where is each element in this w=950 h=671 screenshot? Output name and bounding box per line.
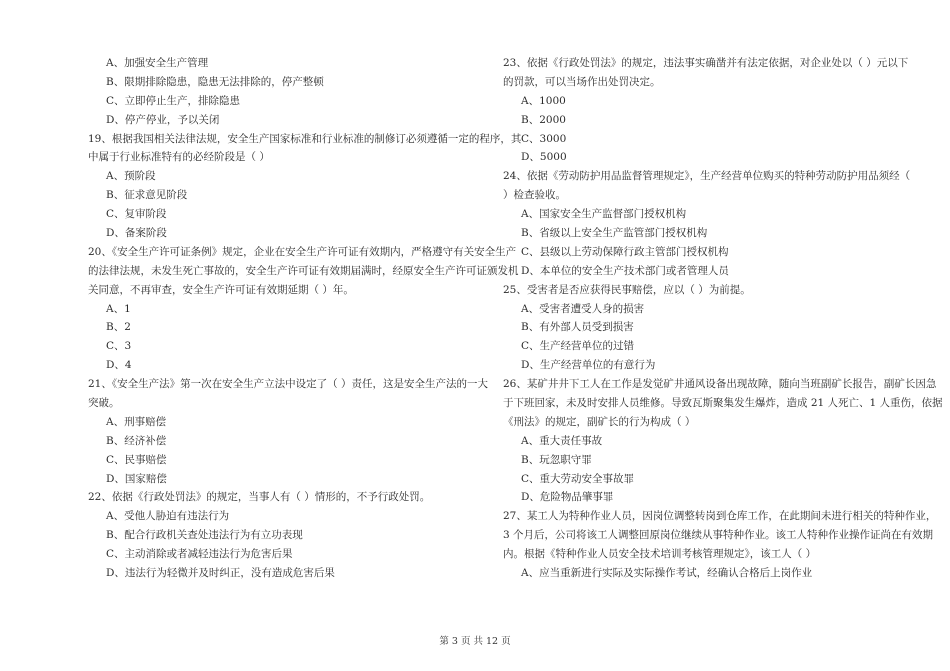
question-text-line: 内。根据《特种作业人员安全技术培训考核管理规定》，该工人（ ）: [503, 548, 817, 561]
answer-option: C、3000: [521, 132, 567, 145]
question-text-line: 于下班回家，未及时安排人员维修。导致瓦斯聚集发生爆炸，造成 21 人死亡、1 人重伤，依据: [503, 397, 943, 410]
answer-option: B、玩忽职守罪: [521, 453, 592, 466]
answer-option: D、本单位的安全生产技术部门或者管理人员: [521, 264, 729, 277]
question-text-line: 19、根据我国相关法律法规，安全生产国家标准和行业标准的制修订必须遵循一定的程序，其: [88, 132, 522, 145]
right-column: [503, 54, 943, 583]
question-text-line: 中属于行业标准特有的必经阶段是（ ）: [88, 151, 270, 164]
answer-option: A、刑事赔偿: [106, 415, 167, 428]
answer-option: D、危险物品肇事罪: [521, 491, 614, 504]
answer-option: B、有外部人员受到损害: [521, 321, 634, 334]
question-text-line: 的罚款，可以当场作出处罚决定。: [503, 75, 661, 88]
answer-option: B、限期排除隐患，隐患无法排除的，停产整顿: [106, 75, 324, 88]
answer-option: C、复审阶段: [106, 208, 167, 221]
question-text-line: 关同意，不再审查，安全生产许可证有效期延期（ ）年。: [88, 283, 354, 296]
question-text-line: ）检查验收。: [503, 189, 566, 202]
answer-option: D、停产停业，予以关闭: [106, 113, 220, 126]
question-text-line: 27、某工人为特种作业人员，因岗位调整转岗到仓库工作，在此期间未进行相关的特种作业，: [503, 510, 937, 523]
answer-option: A、1: [106, 302, 131, 315]
question-text-line: 26、某矿井井下工人在工作是发觉矿井通风设备出现故障，随向当班副矿长报告，副矿长因急: [503, 378, 937, 391]
answer-option: D、国家赔偿: [106, 472, 167, 485]
answer-option: A、国家安全生产监督部门授权机构: [521, 208, 687, 221]
question-text-line: 21、《安全生产法》第一次在安全生产立法中设定了（ ）责任，这是安全生产法的一大: [88, 378, 488, 391]
answer-option: B、2000: [521, 113, 566, 126]
question-text-line: 23、依据《行政处罚法》的规定，违法事实确凿并有法定依据，对企业处以（ ）元以下: [503, 57, 909, 69]
answer-option: A、应当重新进行实际及实际操作考试，经确认合格后上岗作业: [521, 567, 813, 580]
answer-option: C、民事赔偿: [106, 453, 167, 466]
answer-option: B、征求意见阶段: [106, 189, 188, 202]
answer-option: C、县级以上劳动保障行政主管部门授权机构: [521, 245, 729, 258]
question-text-line: 20、《安全生产许可证条例》规定，企业在安全生产许可证有效期内，严格遵守有关安全生产: [88, 245, 517, 258]
answer-option: C、3: [106, 340, 132, 353]
answer-option: D、备案阶段: [106, 227, 167, 240]
page-footer: 第 3 页 共 12 页: [439, 636, 511, 647]
answer-option: B、省级以上安全生产监管部门授权机构: [521, 227, 708, 240]
question-text-line: 《刑法》的规定，副矿长的行为构成（ ）: [503, 415, 696, 428]
answer-option: A、预阶段: [106, 170, 156, 183]
answer-option: D、5000: [521, 151, 567, 164]
answer-option: A、受他人胁迫有违法行为: [106, 510, 230, 523]
answer-option: A、1000: [521, 94, 566, 107]
left-column: [88, 54, 522, 583]
answer-option: D、4: [106, 359, 132, 372]
answer-option: A、重大责任事故: [521, 434, 603, 447]
answer-option: D、违法行为轻微并及时纠正，没有造成危害后果: [106, 567, 335, 580]
answer-option: A、加强安全生产管理: [106, 57, 209, 69]
question-text-line: 22、依据《行政处罚法》的规定，当事人有（ ）情形的，不予行政处罚。: [88, 491, 431, 504]
question-text-line: 3 个月后，公司将该工人调整回原岗位继续从事特种作业。该工人特种作业操作证尚在有效期: [503, 529, 934, 542]
question-text-line: 24、依据《劳动防护用品监督管理规定》，生产经营单位购买的特种劳动防护用品须经（: [503, 170, 911, 183]
question-text-line: 25、受害者是否应获得民事赔偿，应以（ ）为前提。: [503, 283, 751, 296]
answer-option: C、生产经营单位的过错: [521, 340, 635, 353]
question-text-line: 的法律法规，未发生死亡事故的，安全生产许可证有效期届满时，经原安全生产许可证颁发机: [88, 264, 519, 277]
answer-option: B、2: [106, 321, 131, 334]
answer-option: C、立即停止生产，排除隐患: [106, 94, 241, 107]
answer-option: B、配合行政机关查处违法行为有立功表现: [106, 529, 303, 542]
question-text-line: 突破。: [88, 397, 120, 410]
answer-option: C、重大劳动安全事故罪: [521, 472, 635, 485]
answer-option: B、经济补偿: [106, 434, 167, 447]
answer-option: A、受害者遭受人身的损害: [521, 302, 645, 315]
answer-option: C、主动消除或者减轻违法行为危害后果: [106, 548, 293, 561]
answer-option: D、生产经营单位的有意行为: [521, 359, 656, 372]
